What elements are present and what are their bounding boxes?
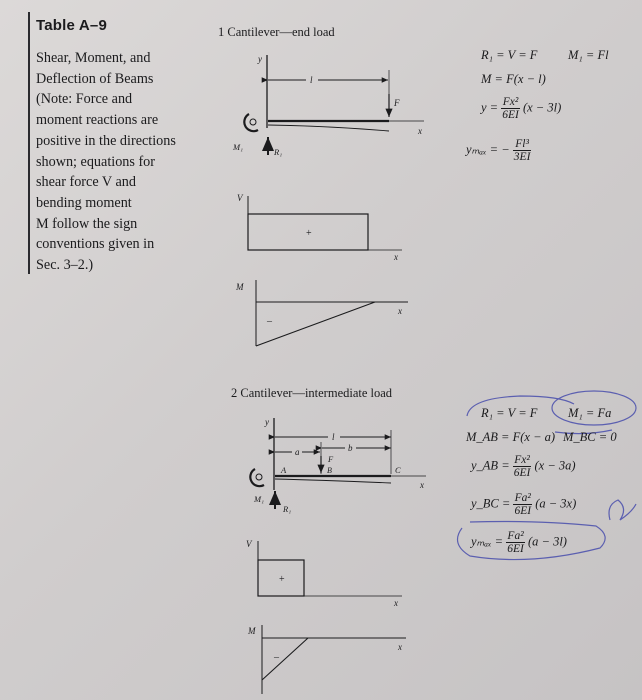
case1-reaction-label: R₁ xyxy=(274,147,283,157)
case2-shear-x-label: x xyxy=(394,598,398,608)
case2-point-b-label: B xyxy=(327,466,332,475)
case1-eq-y-num: Fx² xyxy=(502,96,519,108)
description-line: Shear, Moment, and xyxy=(36,50,151,66)
case2-moment-axis-label: M xyxy=(248,626,256,636)
table-title: Table A–9 xyxy=(36,17,107,34)
case2-eq-yab xyxy=(471,454,576,479)
case1-eq-ymax xyxy=(466,138,531,163)
case2-moment-sign: – xyxy=(274,652,279,663)
case2-eq-ymax-den: 6EI xyxy=(507,543,524,555)
case2-eq-ybc-fraction xyxy=(513,492,532,517)
case2-eq-mbc: M_BC = 0 xyxy=(563,430,617,444)
case1-eq-ymax-num: Fl³ xyxy=(513,138,532,151)
description-line: shear force V and xyxy=(36,174,136,191)
case1-shear-axis-label: V xyxy=(237,193,243,203)
description-line: Deflection of Beams xyxy=(36,70,154,87)
case1-eq-y-fraction xyxy=(501,96,520,121)
case2-point-c-label: C xyxy=(395,465,401,475)
case2-y-axis-label: y xyxy=(265,417,269,427)
case1-moment-center-icon xyxy=(250,119,256,125)
case1-load-label: F xyxy=(394,98,400,108)
case2-eq-yab-rhs: (x − 3a) xyxy=(534,458,576,473)
case2-eq-ymax-num: Fa² xyxy=(507,530,524,542)
case2-deflected-shape xyxy=(275,479,391,483)
case1-eq-y-den: 6EI xyxy=(502,109,519,121)
case1-eq-ymax-fraction xyxy=(513,138,532,163)
case2-shear-diagram xyxy=(246,539,402,608)
case2-moment-curve xyxy=(262,638,308,680)
description-line: M follow the sign xyxy=(36,215,138,232)
description-line: moment reactions are xyxy=(36,112,159,129)
case1-moment-label: M₁ xyxy=(233,142,244,152)
case2-point-a-label: A xyxy=(281,465,287,475)
case2-eq-ymax-fraction xyxy=(506,530,525,555)
description-line: Sec. 3–2.) xyxy=(36,257,94,274)
case2-eq-ymax-lhs: yₘₐₓ = xyxy=(471,534,504,549)
case1-moment-axis-label: M xyxy=(236,282,244,292)
case2-eq-yab-lhs: y_AB = xyxy=(471,458,510,473)
case2-moment-center-icon xyxy=(256,474,262,480)
case1-shear-x-label: x xyxy=(394,252,398,262)
case1-shear-diagram xyxy=(237,193,402,262)
case1-eq-ymax-lhs: yₘₐₓ = − xyxy=(466,142,510,157)
case1-y-axis-label: y xyxy=(258,54,262,64)
case1-moment-sign: – xyxy=(267,316,272,327)
case2-load-label: F xyxy=(328,454,334,464)
case2-eq-ymax xyxy=(471,530,567,555)
case2-eq-m1: M₁ = Fa xyxy=(568,406,612,420)
case1-deflected-shape xyxy=(268,125,389,131)
description-line: bending moment xyxy=(36,194,132,211)
case1-moment-diagram xyxy=(235,280,408,346)
case1-moment-x-label: x xyxy=(398,306,402,316)
case1-eq-m1: M₁ = Fl xyxy=(568,48,609,62)
case1-eq-ymax-den: 3EI xyxy=(513,151,531,163)
pen-scribble xyxy=(609,500,636,520)
case2-span-label: l xyxy=(332,432,335,442)
case1-moment-curve xyxy=(256,302,375,346)
case1-eq-y-lhs: y = xyxy=(481,100,499,115)
case1-beam-diagram xyxy=(232,54,424,157)
case1-shear-sign: + xyxy=(306,228,312,239)
case2-reaction-label: R₁ xyxy=(283,504,292,514)
case1-eq-y-rhs: (x − 3l) xyxy=(522,100,562,115)
case2-moment-x-label: x xyxy=(398,642,402,652)
case1-x-axis-label: x xyxy=(418,126,422,136)
case2-a-label: a xyxy=(295,447,300,457)
case1-eq-moment: M = F(x − l) xyxy=(481,72,546,86)
case1-eq-deflection xyxy=(481,96,561,121)
case2-shear-sign: + xyxy=(279,574,285,585)
case2-eq-ybc xyxy=(471,492,576,517)
case2-shear-axis-label: V xyxy=(246,539,252,549)
case2-eq-ybc-lhs: y_BC = xyxy=(471,496,511,511)
case2-eq-yab-fraction xyxy=(513,454,532,479)
case2-moment-diagram xyxy=(247,625,406,694)
description-line: positive in the directions xyxy=(36,132,176,149)
case2-eq-mab: M_AB = F(x − a) xyxy=(466,430,556,444)
description-line: conventions given in xyxy=(36,236,155,253)
case2-eq-ymax-rhs: (a − 3l) xyxy=(527,534,567,549)
case2-title: 2 Cantilever—intermediate load xyxy=(231,386,393,400)
case2-eq-ybc-num: Fa² xyxy=(514,492,531,504)
case2-b-label: b xyxy=(348,443,353,453)
description-line: (Note: Force and xyxy=(36,91,133,108)
case2-eq-ybc-rhs: (a − 3x) xyxy=(535,496,577,511)
case2-beam-diagram xyxy=(250,417,426,514)
case1-span-label: l xyxy=(310,75,313,85)
case2-eq-yab-den: 6EI xyxy=(513,467,531,479)
case2-moment-label: M₁ xyxy=(254,494,265,504)
case2-eq-ybc-den: 6EI xyxy=(514,505,532,517)
case2-eq-yab-num: Fx² xyxy=(514,454,530,466)
case1-title: 1 Cantilever—end load xyxy=(218,25,335,39)
case2-x-axis-label: x xyxy=(420,480,424,490)
case2-eq-r1: R₁ = V = F xyxy=(481,406,538,420)
case1-eq-r1: R₁ = V = F xyxy=(481,48,538,62)
description-line: shown; equations for xyxy=(36,153,156,170)
